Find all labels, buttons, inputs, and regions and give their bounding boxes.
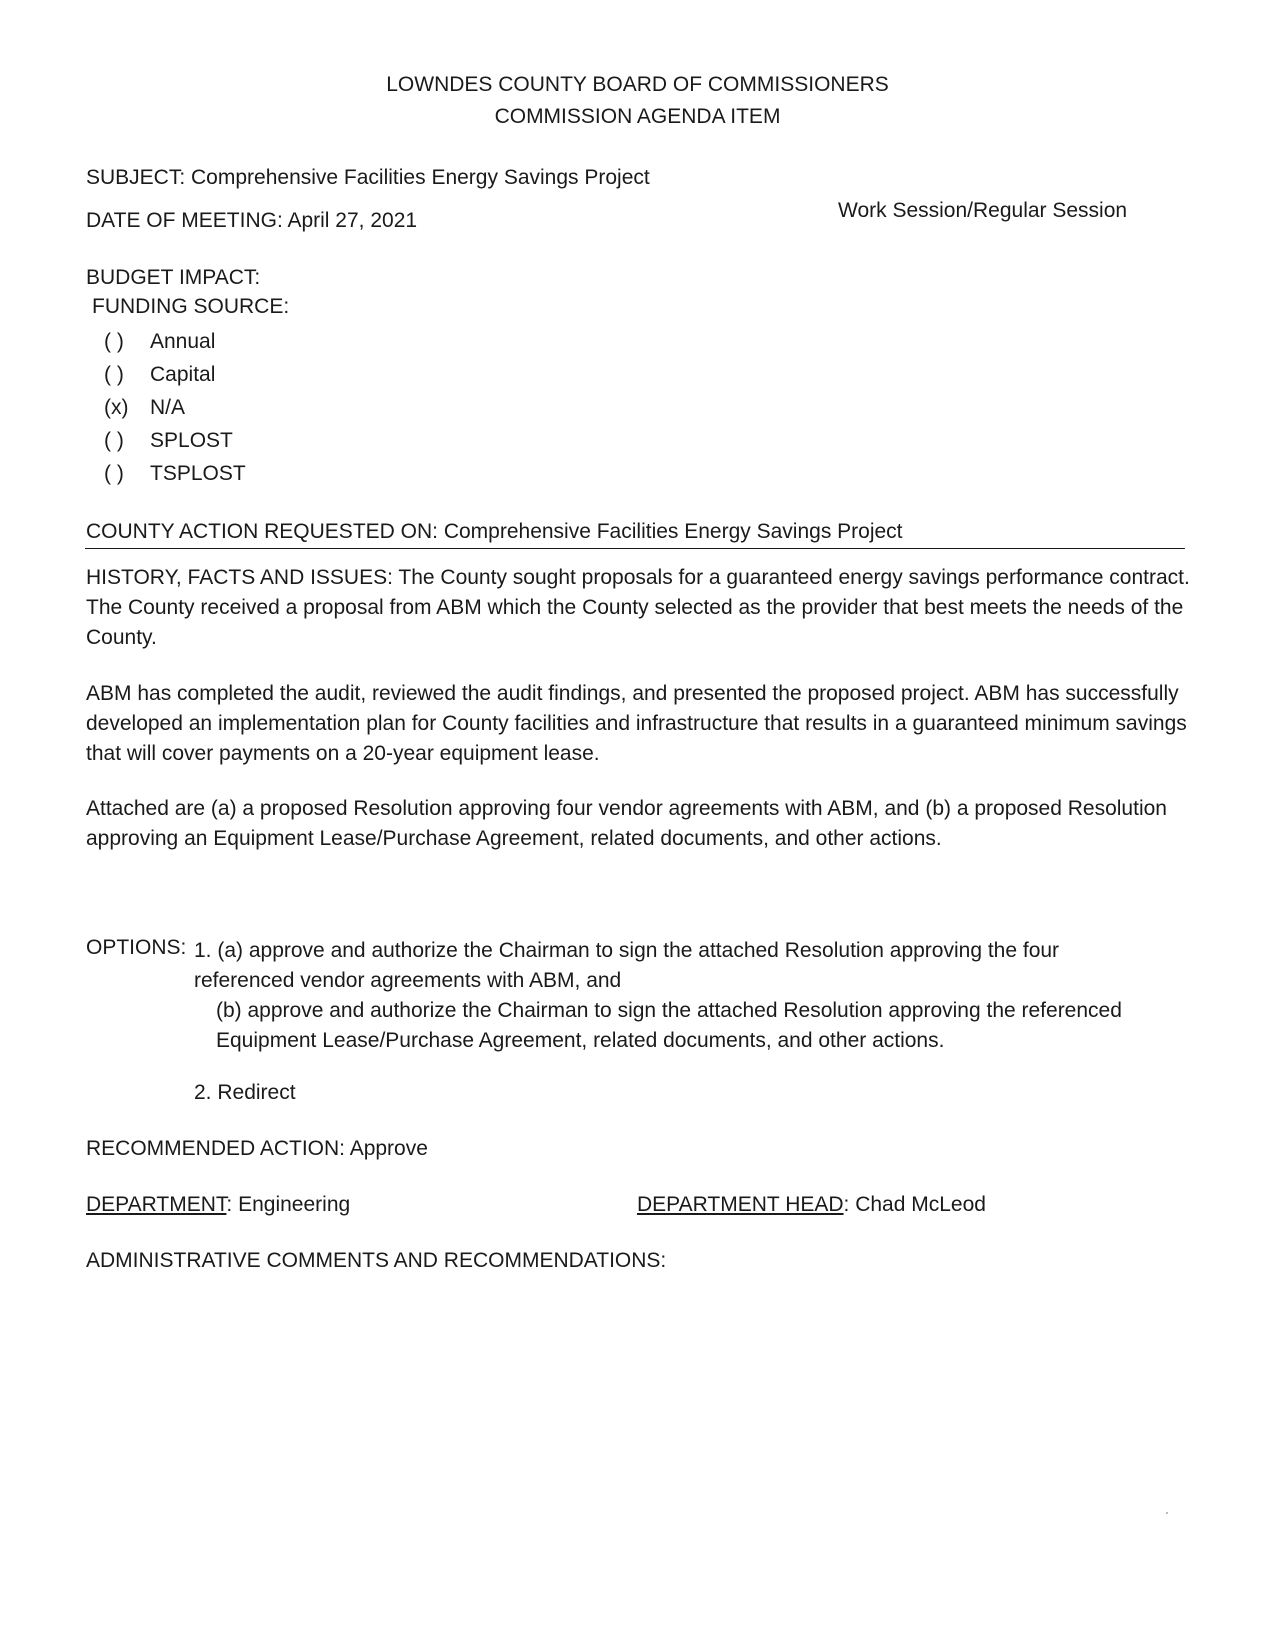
funding-option-annual [104, 330, 215, 354]
document-subtitle: COMMISSION AGENDA ITEM [494, 105, 781, 128]
option-1b: (b) approve and authorize the Chairman to sign the attached Resolution approving the referenced Equipment Lease/Purchase Agreement, related documents, and other actions. [216, 999, 1122, 1052]
funding-option-label: Annual [150, 330, 216, 353]
section-divider [85, 548, 1185, 549]
options-label: OPTIONS: [86, 936, 187, 959]
history-paragraph-2: ABM has completed the audit, reviewed the audit findings, and presented the proposed project. ABM has successfully developed an implementation plan for County facilities and infrastructure that results in a guaranteed minimum savings that will cover payments on a 20-year equipment lease. [86, 682, 1187, 765]
options-list [194, 936, 1154, 1056]
checkbox-mark: ( ) [104, 429, 124, 452]
department-head-label: DEPARTMENT HEAD [637, 1193, 844, 1216]
history-paragraph-1: HISTORY, FACTS AND ISSUES: The County sought proposals for a guaranteed energy savings performance contract. The County received a proposal from ABM which the County selected as the provider that best meets the needs of the County. [86, 566, 1190, 649]
funding-option-label: SPLOST [150, 429, 233, 452]
funding-option-label: N/A [150, 396, 186, 419]
session-type: Work Session/Regular Session [838, 199, 1128, 222]
department [86, 1193, 350, 1217]
checkbox-mark: (x) [104, 396, 129, 419]
funding-option-splost [104, 429, 233, 453]
department-label: DEPARTMENT [86, 1193, 227, 1216]
funding-option-na [104, 396, 185, 420]
history-paragraph-3: Attached are (a) a proposed Resolution approving four vendor agreements with ABM, and (b) a proposed Resolution approving an Equipment Lease/Purchase Agreement, related documents, and other actions. [86, 797, 1167, 850]
funding-option-tsplost [104, 462, 246, 486]
department-value: : Engineering [226, 1193, 351, 1216]
option-2: 2. Redirect [194, 1081, 296, 1104]
department-head [637, 1193, 986, 1217]
recommended-action: RECOMMENDED ACTION: Approve [86, 1137, 428, 1160]
meeting-date: DATE OF MEETING: April 27, 2021 [86, 209, 418, 232]
checkbox-mark: ( ) [104, 330, 124, 353]
funding-option-capital [104, 363, 215, 387]
funding-option-label: Capital [150, 363, 216, 386]
document-title: LOWNDES COUNTY BOARD OF COMMISSIONERS [386, 73, 889, 96]
administrative-comments-label: ADMINISTRATIVE COMMENTS AND RECOMMENDATIONS: [86, 1249, 667, 1272]
scan-speck [1166, 1512, 1168, 1514]
option-1a: 1. (a) approve and authorize the Chairman to sign the attached Resolution approving the four referenced vendor agreements with ABM, and [194, 939, 1060, 992]
funding-source-label: FUNDING SOURCE: [92, 295, 290, 318]
county-action-requested: COUNTY ACTION REQUESTED ON: Comprehensive Facilities Energy Savings Project [86, 520, 903, 543]
checkbox-mark: ( ) [104, 363, 124, 386]
budget-impact-label: BUDGET IMPACT: [86, 266, 261, 289]
funding-option-label: TSPLOST [150, 462, 246, 485]
department-head-value: : Chad McLeod [843, 1193, 986, 1216]
subject-line: SUBJECT: Comprehensive Facilities Energy Savings Project [86, 166, 650, 189]
checkbox-mark: ( ) [104, 462, 124, 485]
